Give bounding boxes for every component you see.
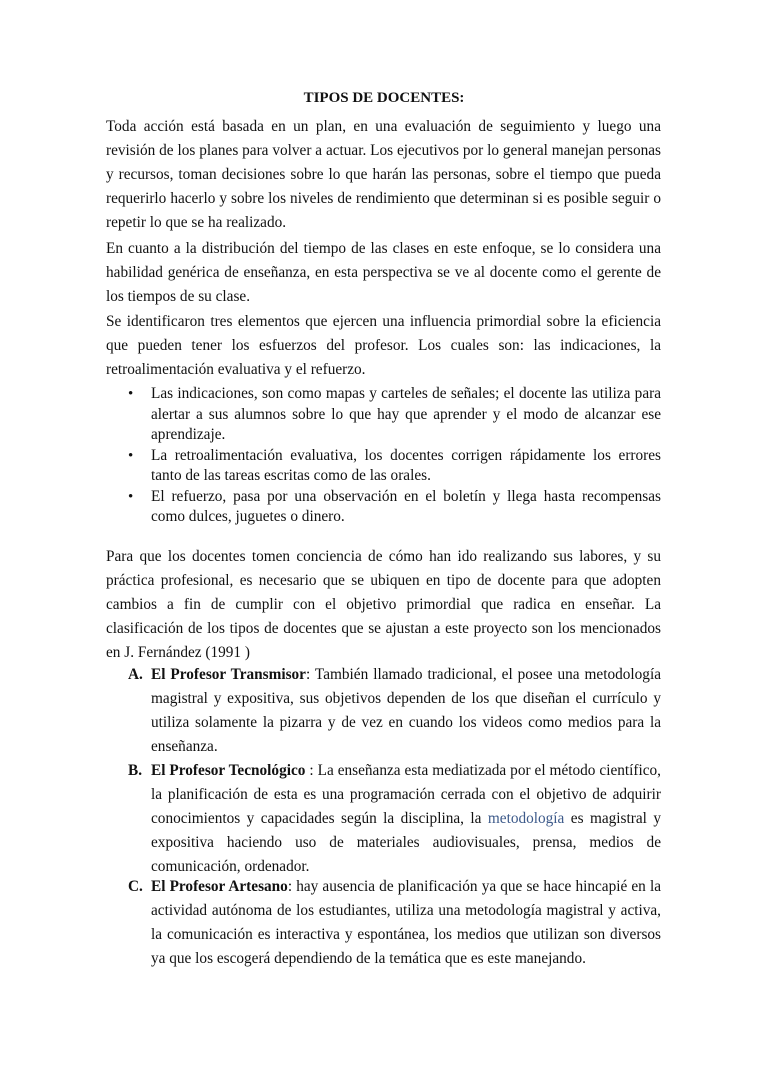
teacher-type-transmisor — [106, 663, 661, 759]
teacher-type-description: : hay ausencia de planificación ya que se hace hincapié en la actividad autónoma de los estudiantes, utiliza una metodología magistral y activa, la comunicación es interactiva y espontánea, los medios que utilizan son diversos ya que los escogerá dependiendo de la temática que es este manejando. — [151, 878, 661, 967]
bullet-text: La retroalimentación evaluativa, los docentes corrigen rápidamente los errores tanto de las tareas escritas como de las orales. — [151, 446, 661, 484]
paragraph-time-distribution: En cuanto a la distribución del tiempo de las clases en este enfoque, se lo considera una habilidad genérica de enseñanza, en esta perspectiva se ve al docente como el gerente de los tiempos de su clase. — [106, 240, 661, 305]
teacher-type-tecnologico — [106, 759, 661, 879]
teacher-type-name: El Profesor Transmisor — [151, 666, 306, 683]
paragraph-intro: Toda acción está basada en un plan, en una evaluación de seguimiento y luego una revisión de los planes para volver a actuar. Los ejecutivos por lo general manejan personas y recursos, toman decisiones sobre lo que harán las personas, sobre el tiempo que pueda requerirlo hacerlo y sobre los niveles de rendimiento que determinan si es posible seguir o repetir lo que se ha realizado. — [106, 118, 661, 231]
metodologia-link[interactable]: metodología — [487, 810, 565, 827]
teacher-type-name: El Profesor Artesano — [151, 878, 288, 895]
list-marker: A. — [128, 666, 143, 683]
list-item — [106, 384, 661, 446]
bullet-text: El refuerzo, pasa por una observación en el boletín y llega hasta recompensas como dulces, juguetes o dinero. — [151, 487, 661, 525]
bullet-icon: • — [128, 488, 134, 505]
list-item — [106, 487, 661, 528]
paragraph-classification: Para que los docentes tomen conciencia de cómo han ido realizando sus labores, y su práctica profesional, es necesario que se ubiquen en tipo de docente para que adopten cambios a fin de cumplir con el objetivo primordial que radica en enseñar. La clasificación de los tipos de docentes que se ajustan a este proyecto son los mencionados en J. Fernández (1991 ) — [106, 548, 661, 661]
list-marker: C. — [128, 878, 143, 895]
bullet-icon: • — [128, 447, 134, 464]
bullet-icon: • — [128, 386, 134, 402]
teacher-type-artesano — [106, 875, 661, 971]
teacher-type-name: El Profesor Tecnológico — [151, 762, 306, 779]
teacher-type-description-after: es magistral y expositiva haciendo uso de materiales audiovisuales, prensa, medios de comunicación, ordenador. — [151, 810, 661, 875]
elements-bullet-list — [106, 384, 661, 528]
teacher-type-description-before: : La enseñanza esta mediatizada por el método científico, la planificación de esta es una programación cerrada con el objetivo de adquirir conocimientos y capacidades según la disciplina, la — [151, 762, 661, 827]
page-title: TIPOS DE DOCENTES: — [303, 90, 465, 106]
paragraph-three-elements: Se identificaron tres elementos que ejercen una influencia primordial sobre la eficiencia que pueden tener los esfuerzos del profesor. Los cuales son: las indicaciones, la retroalimentación evaluativa y el refuerzo. — [106, 313, 661, 378]
list-item — [106, 446, 661, 487]
list-marker: B. — [128, 762, 143, 779]
bullet-text: Las indicaciones, son como mapas y carteles de señales; el docente las utiliza para alertar a sus alumnos sobre lo que hay que aprender y el modo de alcanzar ese aprendizaje. — [151, 385, 661, 443]
teacher-type-description: : También llamado tradicional, el posee una metodología magistral y expositiva, sus objetivos dependen de los que diseñan el currículo y utiliza solamente la pizarra y de vez en cuando los videos como medios para la enseñanza. — [151, 666, 661, 755]
